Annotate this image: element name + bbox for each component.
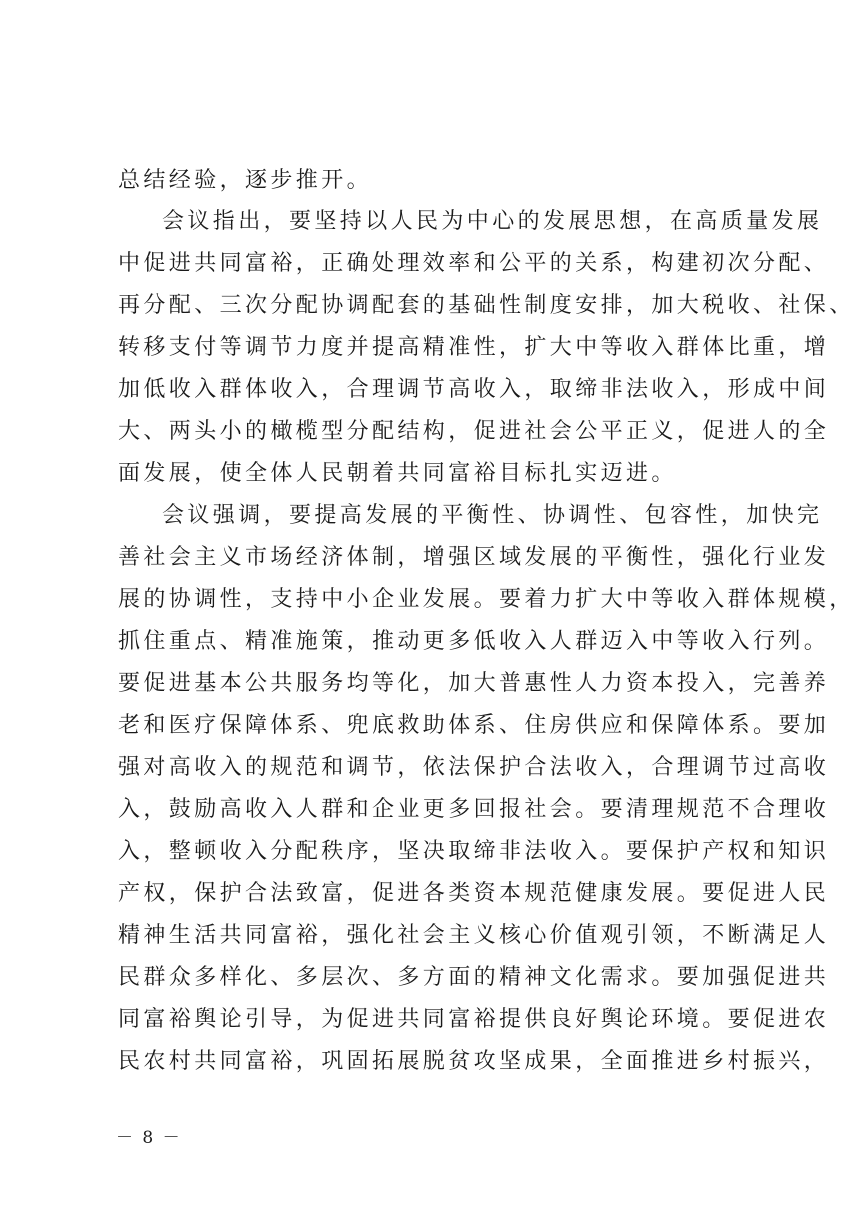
text-line: 善社会主义市场经济体制，增强区域发展的平衡性，强化行业发 [118, 545, 830, 570]
text-line: 入，整顿收入分配秩序，坚决取缔非法收入。要保护产权和知识 [118, 839, 830, 864]
paragraph-start-line: 会议强调，要提高发展的平衡性、协调性、包容性，加快完 [162, 503, 823, 528]
text-line: 民农村共同富裕，巩固拓展脱贫攻坚成果，全面推进乡村振兴， [118, 1049, 830, 1074]
text-line: 总结经验，逐步推开。 [118, 168, 373, 193]
text-line: 产权，保护合法致富，促进各类资本规范健康发展。要促进人民 [118, 881, 830, 906]
text-line: 入，鼓励高收入人群和企业更多回报社会。要清理规范不合理收 [118, 797, 830, 822]
text-line: 要促进基本公共服务均等化，加大普惠性人力资本投入，完善养 [118, 671, 830, 696]
text-line: 抓住重点、精准施策，推动更多低收入人群迈入中等收入行列。 [118, 629, 830, 654]
paragraph-start-line: 会议指出，要坚持以人民为中心的发展思想，在高质量发展 [162, 209, 823, 234]
text-line: 转移支付等调节力度并提高精准性，扩大中等收入群体比重，增 [118, 335, 830, 360]
text-line: 展的协调性，支持中小企业发展。要着力扩大中等收入群体规模， [118, 587, 855, 612]
text-line: 大、两头小的橄榄型分配结构，促进社会公平正义，促进人的全 [118, 419, 830, 444]
text-line: 面发展，使全体人民朝着共同富裕目标扎实迈进。 [118, 461, 677, 486]
text-line: 老和医疗保障体系、兜底救助体系、住房供应和保障体系。要加 [118, 713, 830, 738]
text-line: 同富裕舆论引导，为促进共同富裕提供良好舆论环境。要促进农 [118, 1007, 830, 1032]
page-number: － 8 － [116, 1128, 182, 1148]
text-line: 中促进共同富裕，正确处理效率和公平的关系，构建初次分配、 [118, 251, 830, 276]
text-line: 精神生活共同富裕，强化社会主义核心价值观引领，不断满足人 [118, 923, 830, 948]
text-line: 再分配、三次分配协调配套的基础性制度安排，加大税收、社保、 [118, 293, 855, 318]
text-line: 强对高收入的规范和调节，依法保护合法收入，合理调节过高收 [118, 755, 830, 780]
text-line: 民群众多样化、多层次、多方面的精神文化需求。要加强促进共 [118, 965, 830, 990]
text-line: 加低收入群体收入，合理调节高收入，取缔非法收入，形成中间 [118, 377, 830, 402]
